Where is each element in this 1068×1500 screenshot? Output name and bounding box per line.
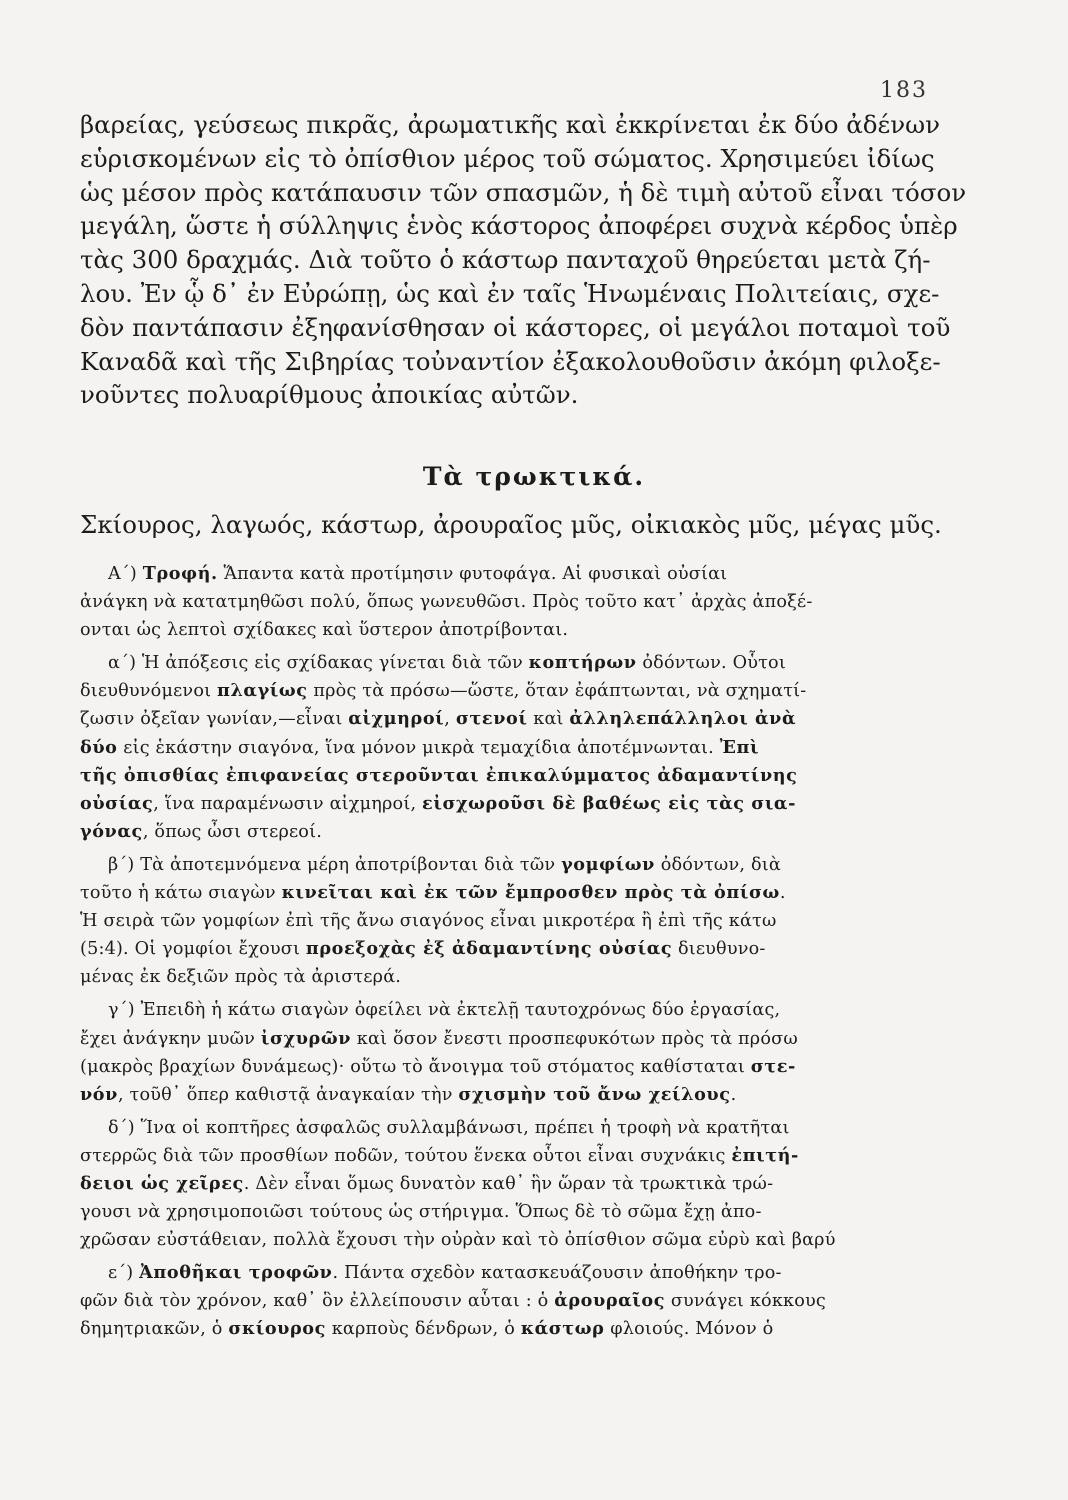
body-line: [80, 1025, 928, 1053]
section-heading: Τὰ τρωκτικά.: [422, 462, 646, 491]
body-line: [80, 851, 928, 879]
body-line: [80, 1142, 928, 1170]
intro-line: βαρείας, γεύσεως πικρᾶς, ἀρωματικῆς καὶ ἐκκρίνεται ἐκ δύο ἀδένων: [80, 110, 941, 139]
text-run: Α΄): [108, 564, 143, 584]
bold-term: σχισμὴν τοῦ ἄνω χείλους: [458, 1083, 731, 1105]
bold-term: Ἐπὶ: [719, 736, 760, 758]
bold-term: εἰσχωροῦσι δὲ βαθέως εἰς τὰς σια-: [422, 792, 796, 814]
body-line: [80, 649, 928, 677]
bold-term: στε-: [750, 1055, 796, 1077]
body-line: [80, 879, 928, 907]
bold-term: γομφίων: [561, 853, 655, 875]
intro-line: τὰς 300 δραχμάς. Διὰ τοῦτο ὁ κάστωρ πανταχοῦ θηρεύεται μετὰ ζή-: [80, 245, 931, 275]
text-run: καρποὺς δένδρων, ὁ: [325, 1319, 521, 1340]
subsections-body: [80, 560, 928, 1344]
bold-term: κινεῖται καὶ ἐκ τῶν ἔμπροσθεν πρὸς τὰ ὀπίσω: [281, 882, 780, 904]
bold-term: ἐπιτή-: [731, 1144, 799, 1166]
text-run: φλοιούς. Μόνον ὁ: [604, 1319, 774, 1340]
body-line: [80, 996, 928, 1024]
bold-term: Τροφή.: [142, 563, 218, 584]
bold-term: ἀλληλεπάλληλοι ἀνὰ: [569, 708, 797, 730]
text-run: , τοῦθ᾿ ὅπερ καθιστᾷ ἀναγκαίαν τὴν: [117, 1084, 459, 1105]
text-run: ὀδόντων. Οὗτοι: [636, 653, 786, 674]
body-line: [80, 935, 928, 963]
bold-term: δύο: [80, 736, 118, 758]
bold-term: προεξοχὰς ἐξ ἀδαμαντίνης οὐσίας: [305, 938, 673, 960]
body-line: [80, 1315, 928, 1343]
bold-term: γόνας: [80, 820, 143, 842]
text-run: γουσι νὰ χρησιμοποιῶσι τούτους ὡς στήριγμα. Ὅπως δὲ τὸ σῶμα ἔχῃ ἀπο-: [80, 1202, 762, 1223]
body-line: [80, 588, 928, 616]
intro-paragraph: [80, 108, 967, 412]
text-run: χρῶσαν εὐστάθειαν, πολλὰ ἔχουσι τὴν οὐρὰν καὶ τὸ ὀπίσθιον σῶμα εὐρὺ καὶ βαρύ: [80, 1230, 836, 1251]
text-run: . Δὲν εἶναι ὅμως δυνατὸν καθ᾿ ἣν ὥραν τὰ τρωκτικὰ τρώ-: [243, 1173, 774, 1194]
body-line: [80, 818, 928, 846]
body-line: [80, 1114, 928, 1142]
page-number: 183: [880, 78, 928, 103]
text-run: διευθυνο-: [672, 939, 766, 960]
body-line: [80, 963, 928, 991]
text-run: διευθυνόμενοι: [80, 681, 218, 702]
bold-term: οὐσίας: [80, 792, 154, 814]
intro-line: νοῦντες πολυαρίθμους ἀποικίας αὐτῶν.: [80, 380, 579, 410]
text-run: δ΄) Ἵνα οἱ κοπτῆρες ἀσφαλῶς συλλαμβάνωσι, πρέπει ἡ τροφὴ νὰ κρατῆται: [108, 1117, 790, 1138]
body-line: [80, 907, 928, 935]
intro-line: εὑρισκομένων εἰς τὸ ὀπίσθιον μέρος τοῦ σώματος. Χρησιμεύει ἰδίως: [80, 143, 935, 173]
text-run: γ΄) Ἐπειδὴ ἡ κάτω σιαγὼν ὀφείλει νὰ ἐκτελῇ ταυτοχρόνως δύο ἐργασίας,: [108, 1000, 781, 1021]
text-run: ,: [444, 709, 456, 730]
text-run: συνάγει κόκκους: [665, 1291, 826, 1312]
text-run: .: [730, 1084, 737, 1105]
intro-line: μεγάλη, ὥστε ἡ σύλληψις ἑνὸς κάστορος ἀποφέρει συχνὰ κέρδος ὑπὲρ: [80, 211, 958, 241]
body-line: [80, 677, 928, 705]
body-line: [80, 1053, 928, 1081]
text-run: (μακρὸς βραχίων δυνάμεως)· οὕτω τὸ ἄνοιγμα τοῦ στόματος καθίσταται: [80, 1056, 751, 1077]
bold-term: Ἀποθῆκαι τροφῶν: [139, 1262, 333, 1284]
bold-term: νόν: [80, 1083, 118, 1105]
text-run: ὀδόντων, διὰ: [654, 854, 781, 875]
animal-list-line: Σκίουρος, λαγωός, κάστωρ, ἀρουραῖος μῦς, οἰκιακὸς μῦς, μέγας μῦς.: [80, 510, 942, 539]
text-run: .: [779, 883, 786, 904]
text-run: ἀνάγκη νὰ κατατμηθῶσι πολύ, ὅπως γωνευθῶσι. Πρὸς τοῦτο κατ᾿ ἀρχὰς ἀποξέ-: [80, 592, 813, 613]
bold-term: κοπτήρων: [528, 652, 637, 674]
text-run: ονται ὡς λεπτοὶ σχίδακες καὶ ὕστερον ἀποτρίβονται.: [80, 620, 569, 641]
body-line: [80, 790, 928, 818]
text-run: στερρῶς διὰ τῶν προσθίων ποδῶν, τούτου ἕνεκα οὗτοι εἶναι συχνάκις: [80, 1145, 732, 1166]
body-line: [80, 762, 928, 790]
bold-term: σκίουρος: [228, 1318, 326, 1340]
text-run: (5:4). Οἱ γομφίοι ἔχουσι: [80, 939, 306, 960]
text-run: Ἡ σειρὰ τῶν γομφίων ἐπὶ τῆς ἄνω σιαγόνος εἶναι μικροτέρα ἢ ἐπὶ τῆς κάτω: [80, 911, 777, 932]
text-run: β΄) Τὰ ἀποτεμνόμενα μέρη ἀποτρίβονται διὰ τῶν: [108, 854, 562, 875]
intro-line: δὸν παντάπασιν ἐξηφανίσθησαν οἱ κάστορες, οἱ μεγάλοι ποταμοὶ τοῦ: [80, 312, 951, 342]
body-line: [80, 1259, 928, 1287]
bold-term: στενοί: [455, 708, 528, 730]
intro-line: ὡς μέσον πρὸς κατάπαυσιν τῶν σπασμῶν, ἡ δὲ τιμὴ αὐτοῦ εἶναι τόσον: [80, 177, 967, 207]
intro-line: Καναδᾶ καὶ τῆς Σιβηρίας τοὐναντίον ἐξακολουθοῦσιν ἀκόμη φιλοξε-: [80, 346, 941, 376]
body-line: [80, 1170, 928, 1198]
text-run: τοῦτο ἡ κάτω σιαγὼν: [80, 883, 282, 904]
text-run: πρὸς τὰ πρόσω—ὥστε, ὅταν ἐφάπτωνται, νὰ σχηματί-: [307, 681, 807, 702]
bold-term: ἰσχυρῶν: [260, 1027, 351, 1049]
text-run: δημητριακῶν, ὁ: [80, 1319, 229, 1340]
text-run: α΄) Ἡ ἀπόξεσις εἰς σχίδακας γίνεται διὰ τῶν: [108, 653, 529, 674]
text-run: Ἅπαντα κατὰ προτίμησιν φυτοφάγα. Αἱ φυσικαὶ οὐσίαι: [217, 564, 728, 584]
text-run: φῶν διὰ τὸν χρόνον, καθ᾿ ὃν ἐλλείπουσιν αὗται : ὁ: [80, 1291, 555, 1312]
body-line: [80, 734, 928, 762]
intro-line: λου. Ἐν ᾧ δ᾿ ἐν Εὐρώπῃ, ὡς καὶ ἐν ταῖς Ἡνωμέναις Πολιτείαις, σχε-: [80, 278, 940, 308]
text-run: καὶ ὅσον ἔνεστι προσπεφυκότων πρὸς τὰ πρόσω: [351, 1028, 798, 1049]
text-run: ζωσιν ὀξεῖαν γωνίαν,—εἶναι: [80, 709, 349, 730]
text-run: μένας ἐκ δεξιῶν πρὸς τὰ ἀριστερά.: [80, 967, 402, 988]
body-line: [80, 1081, 928, 1109]
text-run: καὶ: [527, 709, 570, 730]
bold-term: τῆς ὀπισθίας ἐπιφανείας στεροῦνται ἐπικαλύμματος ἀδαμαντίνης: [80, 764, 798, 786]
text-run: ἔχει ἀνάγκην μυῶν: [80, 1028, 261, 1049]
text-run: , ὅπως ὦσι στερεοί.: [142, 821, 322, 842]
body-line: [80, 616, 928, 644]
text-run: , ἵνα παραμένωσιν αἰχμηροί,: [153, 793, 423, 814]
body-line: [80, 1198, 928, 1226]
body-line: [80, 560, 928, 588]
body-line: [80, 705, 928, 733]
bold-term: πλαγίως: [217, 680, 308, 702]
bold-term: δειοι ὡς χεῖρες: [80, 1172, 244, 1194]
text-run: . Πάντα σχεδὸν κατασκευάζουσιν ἀποθήκην τρο-: [332, 1263, 782, 1284]
bold-term: αἰχμηροί: [348, 708, 445, 730]
bold-term: κάστωρ: [520, 1318, 605, 1340]
body-line: [80, 1287, 928, 1315]
text-run: εἰς ἑκάστην σιαγόνα, ἵνα μόνον μικρὰ τεμαχίδια ἀποτέμνωνται.: [117, 737, 720, 758]
text-run: ε΄): [108, 1263, 140, 1284]
bold-term: ἀρουραῖος: [554, 1290, 666, 1312]
body-line: [80, 1226, 928, 1254]
